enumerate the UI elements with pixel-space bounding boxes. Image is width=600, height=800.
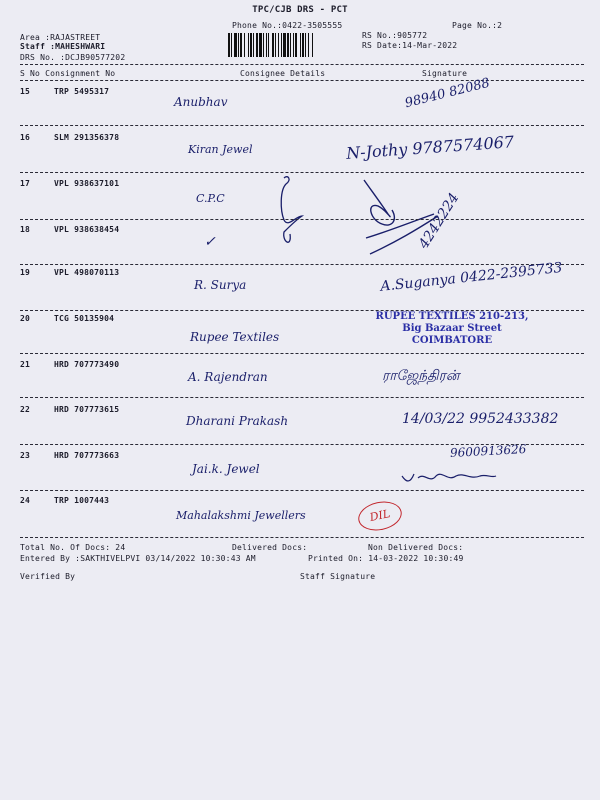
signature-phone: 9600913626 <box>449 442 527 460</box>
row-sno: 20 <box>20 314 31 323</box>
total-docs: Total No. Of Docs: 24 <box>20 543 126 552</box>
column-signature: Signature <box>422 69 468 78</box>
delivered-docs: Delivered Docs: <box>232 543 308 552</box>
rs-date: RS Date:14-Mar-2022 <box>362 41 458 50</box>
row-sno: 23 <box>20 451 31 460</box>
row-consignment-no: VPL 498070113 <box>54 268 120 277</box>
row-consignment-no: VPL 938638454 <box>54 225 120 234</box>
remark-text: DIL <box>368 507 392 524</box>
phone-number: Phone No.:0422-3505555 <box>232 21 343 30</box>
row-consignment-no: HRD 707773663 <box>54 451 120 460</box>
row-consignment-no: TRP 5495317 <box>54 87 110 96</box>
consignee-name: R. Surya <box>194 278 247 292</box>
row-consignment-no: SLM 291356378 <box>54 133 120 142</box>
handwritten-signature <box>400 468 500 488</box>
consignee-name: Dharani Prakash <box>186 414 289 428</box>
signature-phone: A.Suganya 0422-2395733 <box>379 259 564 295</box>
page-number: Page No.:2 <box>452 21 503 30</box>
row-sno: 19 <box>20 268 31 277</box>
row-sno: 18 <box>20 225 31 234</box>
row-consignment-no: HRD 707773615 <box>54 405 120 414</box>
row-sno: 24 <box>20 496 31 505</box>
divider <box>20 537 584 538</box>
consignee-name: Kiran Jewel <box>188 143 253 156</box>
divider <box>20 80 584 81</box>
printed-on: Printed On: 14-03-2022 10:30:49 <box>308 554 464 563</box>
divider <box>20 219 584 220</box>
consignee-name: Rupee Textiles <box>190 330 280 344</box>
signature-tamil: ராஜேந்திரன் <box>382 368 460 384</box>
row-consignment-no: HRD 707773490 <box>54 360 120 369</box>
handwritten-bracket-signature <box>266 170 546 270</box>
entered-by: Entered By :SAKTHIVELPVI 03/14/2022 10:30:43 AM <box>20 554 256 563</box>
row-sno: 22 <box>20 405 31 414</box>
consignee-name: Mahalakshmi Jewellers <box>176 509 306 522</box>
document-title: TPC/CJB DRS - PCT <box>252 5 348 15</box>
area-label: Area :RAJASTREET <box>20 33 101 42</box>
row-consignment-no: TRP 1007443 <box>54 496 110 505</box>
drs-number: DRS No. :DCJB90577202 <box>20 53 126 62</box>
divider <box>20 64 584 65</box>
barcode <box>228 33 355 57</box>
rubber-stamp: RUPEE TEXTILES 210-213, Big Bazaar Street COIMBATORE <box>375 311 529 346</box>
consignee-name: Anubhav <box>174 95 228 109</box>
row-consignment-no: VPL 938637101 <box>54 179 120 188</box>
signature-phone: 98940 82088 <box>403 75 492 112</box>
signature-date-phone: 14/03/22 9952433382 <box>402 411 559 427</box>
divider <box>20 125 584 126</box>
row-sno: 15 <box>20 87 31 96</box>
staff-signature: Staff Signature <box>300 572 376 581</box>
row-sno: 17 <box>20 179 31 188</box>
divider <box>20 264 584 265</box>
consignee-tick-mark: ✓ <box>204 234 216 250</box>
divider <box>20 490 584 491</box>
consignee-name: C.P.C <box>196 192 225 205</box>
column-sno-consignment: S No Consignment No <box>20 69 116 78</box>
consignee-name: A. Rajendran <box>188 370 268 384</box>
non-delivered-docs: Non Delivered Docs: <box>368 543 464 552</box>
rs-number: RS No.:905772 <box>362 31 428 40</box>
staff-label: Staff :MAHESHWARI <box>20 42 106 51</box>
row-sno: 16 <box>20 133 31 142</box>
row-sno: 21 <box>20 360 31 369</box>
consignee-name: Jai.k. Jewel <box>192 462 260 476</box>
column-consignee: Consignee Details <box>240 69 326 78</box>
divider <box>20 397 584 398</box>
signature-phone: N-Jothy 9787574067 <box>345 132 515 163</box>
signature-phone: 4242224 <box>415 190 463 252</box>
circled-remark <box>356 498 405 535</box>
row-consignment-no: TCG 50135904 <box>54 314 115 323</box>
divider <box>20 353 584 354</box>
verified-by: Verified By <box>20 572 76 581</box>
